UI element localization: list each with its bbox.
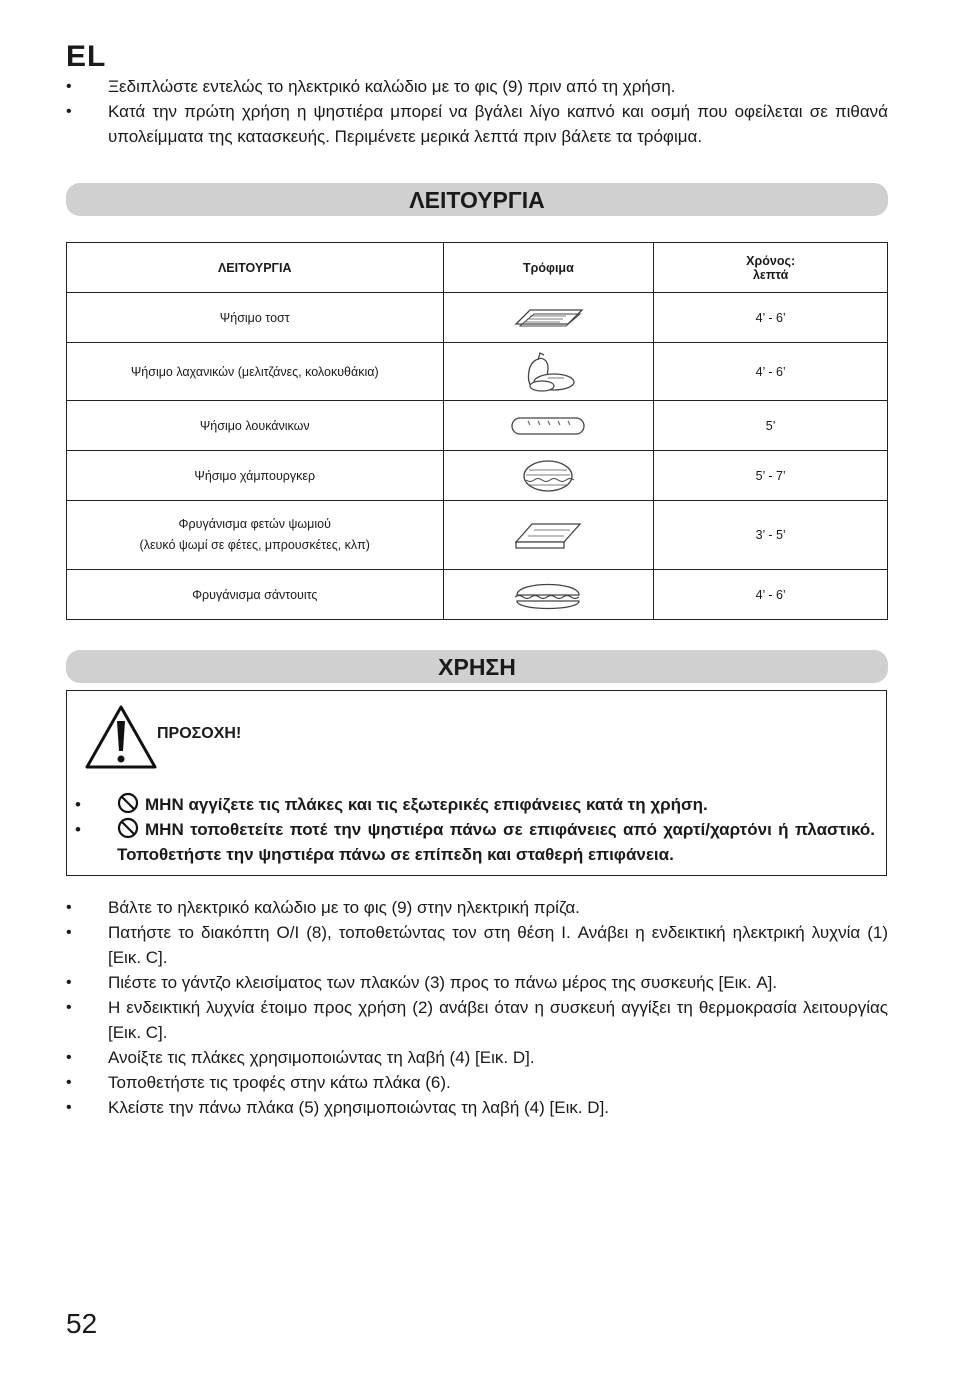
row-food xyxy=(443,570,654,620)
warning-title: ΠΡΟΣΟΧΗ! xyxy=(157,725,242,742)
section-heading-usage: ΧΡΗΣΗ xyxy=(66,650,888,683)
section-heading-operation: ΛΕΙΤΟΥΡΓΙΑ xyxy=(66,183,888,216)
language-code: EL xyxy=(66,40,107,73)
table-header-row xyxy=(67,243,888,293)
page-number: 52 xyxy=(66,1308,98,1339)
usage-step-text: Βάλτε το ηλεκτρικό καλώδιο με το φις (9) στην ηλεκτρική πρίζα. xyxy=(108,898,580,917)
row-time: 5’ xyxy=(654,401,888,451)
function-table xyxy=(66,242,888,620)
usage-step: • Πιέστε το γάντζο κλεισίματος των πλακών (3) προς το πάνω μέρος της συσκευής [Εικ. A]. xyxy=(66,973,778,992)
warning-item: • ΜΗΝ τοποθετείτε ποτέ την ψηστιέρα πάνω σε επιφάνειες από χαρτί/χαρτόνι ή πλαστικό. Τοποθετήστε την ψηστιέρα πάνω σε επίπεδη και σταθερή επιφάνεια. xyxy=(75,817,875,867)
usage-step: • Βάλτε το ηλεκτρικό καλώδιο με το φις (9) στην ηλεκτρική πρίζα. xyxy=(66,898,580,917)
row-food xyxy=(443,401,654,451)
row-function: Ψήσιμο λαχανικών (μελιτζάνες, κολοκυθάκια) xyxy=(67,343,444,401)
bread-slices-icon xyxy=(512,518,584,552)
row-time: 4’ - 6’ xyxy=(654,343,888,401)
row-function xyxy=(67,501,444,570)
header-time-line2: λεπτά xyxy=(752,267,789,282)
usage-step-text: Η ενδεικτική λυχνία έτοιμο προς χρήση (2) ανάβει όταν η συσκευή αγγίξει τη θερμοκρασία λειτουργίας [Εικ. C]. xyxy=(108,998,888,1042)
intro-bullet-text: Ξεδιπλώστε εντελώς το ηλεκτρικό καλώδιο με το φις (9) πριν από τη χρήση. xyxy=(108,77,676,96)
prohibited-icon xyxy=(117,792,139,814)
usage-step-text: Τοποθετήστε τις τροφές στην κάτω πλάκα (6). xyxy=(108,1073,451,1092)
table-row xyxy=(67,343,888,401)
sausage-icon xyxy=(508,413,588,439)
warning-triangle-icon xyxy=(83,703,159,771)
intro-bullet: • Ξεδιπλώστε εντελώς το ηλεκτρικό καλώδιο με το φις (9) πριν από τη χρήση. xyxy=(66,77,676,96)
table-row xyxy=(67,293,888,343)
table-row xyxy=(67,570,888,620)
usage-step: • Η ενδεικτική λυχνία έτοιμο προς χρήση (2) ανάβει όταν η συσκευή αγγίξει τη θερμοκρασία λειτουργίας [Εικ. C]. xyxy=(66,998,888,1042)
intro-bullet: • Κατά την πρώτη χρήση η ψηστιέρα μπορεί να βγάλει λίγο καπνό και οσμή που οφείλεται σε πιθανά υπολείμματα της κατασκευής. Περιμένετε μερικά λεπτά πριν βάλετε τα τρόφιμα. xyxy=(66,102,888,146)
row-food xyxy=(443,451,654,501)
hamburger-icon xyxy=(521,458,575,494)
row-function: Ψήσιμο λουκάνικων xyxy=(67,401,444,451)
usage-step-text: Πιέστε το γάντζο κλεισίματος των πλακών (3) προς το πάνω μέρος της συσκευής [Εικ. A]. xyxy=(108,973,778,992)
usage-step: • Ανοίξτε τις πλάκες χρησιμοποιώντας τη λαβή (4) [Εικ. D]. xyxy=(66,1048,535,1067)
row-food xyxy=(443,293,654,343)
row-function: Ψήσιμο τοστ xyxy=(67,293,444,343)
usage-step-text: Κλείστε την πάνω πλάκα (5) χρησιμοποιώντας τη λαβή (4) [Εικ. D]. xyxy=(108,1098,610,1117)
header-time xyxy=(654,243,888,293)
usage-step: • Κλείστε την πάνω πλάκα (5) χρησιμοποιώντας τη λαβή (4) [Εικ. D]. xyxy=(66,1098,610,1117)
sandwich-icon xyxy=(511,577,585,613)
row-food xyxy=(443,501,654,570)
table-row xyxy=(67,501,888,570)
row-time: 4’ - 6’ xyxy=(654,570,888,620)
table-row xyxy=(67,401,888,451)
intro-bullet-list xyxy=(66,74,888,149)
header-time-line1: Χρόνος: xyxy=(746,253,796,268)
intro-bullet-text: Κατά την πρώτη χρήση η ψηστιέρα μπορεί να βγάλει λίγο καπνό και οσμή που οφείλεται σε πιθανά υπολείμματα της κατασκευής. Περιμένετε μερικά λεπτά πριν βάλετε τα τρόφιμα. xyxy=(108,102,888,146)
vegetables-icon xyxy=(518,350,578,394)
header-food: Τρόφιμα xyxy=(443,243,654,293)
usage-step: • Πατήστε το διακόπτη O/I (8), τοποθετώντας τον στη θέση I. Ανάβει η ενδεικτική ηλεκτρική λυχνία (1) [Εικ. C]. xyxy=(66,923,888,967)
row-time: 4’ - 6’ xyxy=(654,293,888,343)
prohibited-icon xyxy=(117,817,139,839)
warning-item-text: ΜΗΝ αγγίζετε τις πλάκες και τις εξωτερικές επιφάνειες κατά τη χρήση. xyxy=(145,795,708,814)
warning-item-text: ΜΗΝ τοποθετείτε ποτέ την ψηστιέρα πάνω σε επιφάνειες από χαρτί/χαρτόνι ή πλαστικό. Τοποθετήστε την ψηστιέρα πάνω σε επίπεδη και σταθερή επιφάνεια. xyxy=(117,820,875,864)
usage-step: • Τοποθετήστε τις τροφές στην κάτω πλάκα (6). xyxy=(66,1073,451,1092)
row-function-line2: (λευκό ψωμί σε φέτες, μπρουσκέτες, κλπ) xyxy=(139,538,370,552)
table-row xyxy=(67,451,888,501)
header-function: ΛΕΙΤΟΥΡΓΙΑ xyxy=(67,243,444,293)
row-function-line1: Φρυγάνισμα φετών ψωμιού xyxy=(178,517,331,531)
row-food xyxy=(443,343,654,401)
row-function: Ψήσιμο χάμπουργκερ xyxy=(67,451,444,501)
row-time: 3’ - 5’ xyxy=(654,501,888,570)
warning-box xyxy=(66,690,887,876)
usage-steps-list xyxy=(66,895,888,1120)
row-time: 5’ - 7’ xyxy=(654,451,888,501)
usage-step-text: Πατήστε το διακόπτη O/I (8), τοποθετώντας τον στη θέση I. Ανάβει η ενδεικτική ηλεκτρική λυχνία (1) [Εικ. C]. xyxy=(108,923,888,967)
usage-step-text: Ανοίξτε τις πλάκες χρησιμοποιώντας τη λαβή (4) [Εικ. D]. xyxy=(108,1048,535,1067)
warning-item: • ΜΗΝ αγγίζετε τις πλάκες και τις εξωτερικές επιφάνειες κατά τη χρήση. xyxy=(75,792,875,817)
row-function: Φρυγάνισμα σάντουιτς xyxy=(67,570,444,620)
toast-sandwich-icon xyxy=(508,306,588,330)
